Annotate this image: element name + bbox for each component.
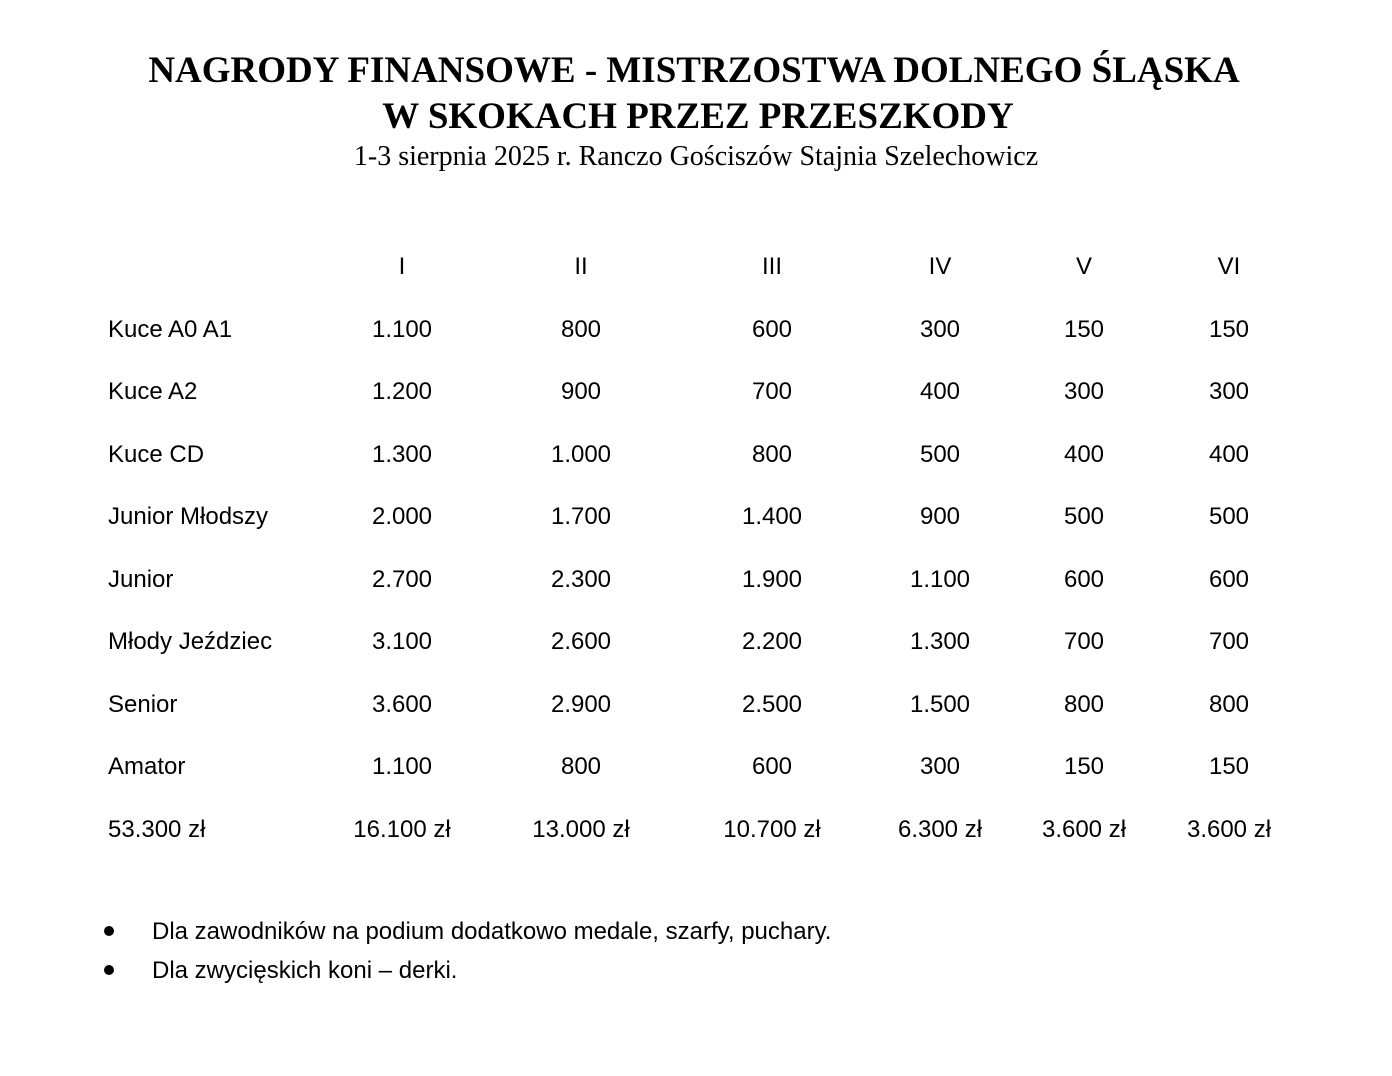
column-header-place: I — [398, 253, 406, 281]
prize-cell: 300 — [1208, 378, 1250, 406]
prize-cell: 1.900 — [741, 565, 803, 593]
prize-cell: 150 — [1208, 315, 1250, 343]
prize-cell: 800 — [1208, 690, 1250, 718]
prize-cell: 1.700 — [550, 503, 612, 531]
table-row — [108, 736, 1292, 799]
note-text: Dla zwycięskich koni – derki. — [152, 957, 458, 984]
prize-cell: 300 — [919, 315, 961, 343]
prize-cell: 300 — [1063, 378, 1105, 406]
prize-cell: 500 — [919, 440, 961, 468]
prize-cell: 600 — [1063, 565, 1105, 593]
note-text: Dla zawodników na podium dodatkowo medale, szarfy, puchary. — [152, 918, 832, 945]
prize-cell: 600 — [751, 753, 793, 781]
prize-cell: 1.500 — [909, 690, 971, 718]
prize-cell: 600 — [751, 315, 793, 343]
prize-cell: 1.100 — [909, 565, 971, 593]
category-cell: Kuce A0 A1 — [108, 315, 233, 343]
prize-cell: 2.300 — [550, 565, 612, 593]
prize-cell: 400 — [1063, 440, 1105, 468]
notes-list — [0, 912, 831, 990]
column-header-place: II — [574, 253, 588, 281]
prize-cell: 1.300 — [371, 440, 433, 468]
category-cell: Senior — [108, 690, 178, 718]
prize-cell: 800 — [560, 315, 602, 343]
table-row — [108, 611, 1292, 674]
column-total-cell: 13.000 zł — [532, 815, 630, 843]
column-total-cell: 3.600 zł — [1186, 815, 1272, 843]
prize-cell: 500 — [1208, 503, 1250, 531]
prize-cell: 3.600 — [371, 690, 433, 718]
table-row — [108, 361, 1292, 424]
prize-cell: 400 — [1208, 440, 1250, 468]
list-item — [0, 912, 831, 951]
prize-cell: 300 — [919, 753, 961, 781]
table-total-row — [108, 799, 1292, 862]
prize-cell: 1.100 — [371, 315, 433, 343]
prize-cell: 1.300 — [909, 628, 971, 656]
prize-cell: 400 — [919, 378, 961, 406]
prize-cell: 800 — [560, 753, 602, 781]
prize-cell: 150 — [1063, 753, 1105, 781]
column-total-cell: 6.300 zł — [897, 815, 983, 843]
column-header-category — [108, 236, 308, 299]
prize-cell: 700 — [751, 378, 793, 406]
prize-cell: 150 — [1208, 753, 1250, 781]
prize-cell: 2.200 — [741, 628, 803, 656]
document-title-line-2: W SKOKACH PRZEZ PRZESZKODY — [382, 96, 1014, 137]
column-header-place: VI — [1217, 253, 1241, 281]
category-cell: Kuce CD — [108, 440, 205, 468]
prize-cell: 900 — [919, 503, 961, 531]
prize-cell: 150 — [1063, 315, 1105, 343]
column-total-cell: 3.600 zł — [1041, 815, 1127, 843]
document-title-line-1: NAGRODY FINANSOWE - MISTRZOSTWA DOLNEGO ŚLĄSKA — [148, 50, 1240, 91]
bullet-icon — [104, 926, 114, 936]
bullet-icon — [104, 965, 114, 975]
column-total-cell: 10.700 zł — [723, 815, 821, 843]
prize-money-table — [108, 236, 1292, 861]
table-row — [108, 424, 1292, 487]
column-header-place: IV — [928, 253, 952, 281]
prize-cell: 2.000 — [371, 503, 433, 531]
prize-cell: 2.500 — [741, 690, 803, 718]
prize-cell: 1.100 — [371, 753, 433, 781]
prize-cell: 800 — [751, 440, 793, 468]
prize-cell: 1.200 — [371, 378, 433, 406]
list-item — [0, 951, 831, 990]
event-date-location: 1-3 sierpnia 2025 r. Ranczo Gościszów Stajnia Szelechowicz — [353, 141, 1039, 172]
category-cell: Amator — [108, 753, 186, 781]
prize-cell: 1.400 — [741, 503, 803, 531]
prize-cell: 2.700 — [371, 565, 433, 593]
column-total-cell: 16.100 zł — [353, 815, 451, 843]
prize-cell: 2.600 — [550, 628, 612, 656]
table-row — [108, 299, 1292, 362]
prize-cell: 700 — [1063, 628, 1105, 656]
table-row — [108, 674, 1292, 737]
category-cell: Junior Młodszy — [108, 503, 269, 531]
prize-cell: 700 — [1208, 628, 1250, 656]
table-row — [108, 549, 1292, 612]
prize-cell: 2.900 — [550, 690, 612, 718]
prize-cell: 3.100 — [371, 628, 433, 656]
table-row — [108, 486, 1292, 549]
prize-cell: 500 — [1063, 503, 1105, 531]
prize-cell: 900 — [560, 378, 602, 406]
table-body — [108, 299, 1292, 862]
column-header-place: III — [761, 253, 782, 281]
column-header-place: V — [1075, 253, 1092, 281]
prize-cell: 800 — [1063, 690, 1105, 718]
category-cell: Kuce A2 — [108, 378, 198, 406]
category-cell: Junior — [108, 565, 174, 593]
table-header-row — [108, 236, 1292, 299]
grand-total-cell: 53.300 zł — [108, 815, 206, 843]
category-cell: Młody Jeździec — [108, 628, 273, 656]
prize-cell: 1.000 — [550, 440, 612, 468]
prize-cell: 600 — [1208, 565, 1250, 593]
